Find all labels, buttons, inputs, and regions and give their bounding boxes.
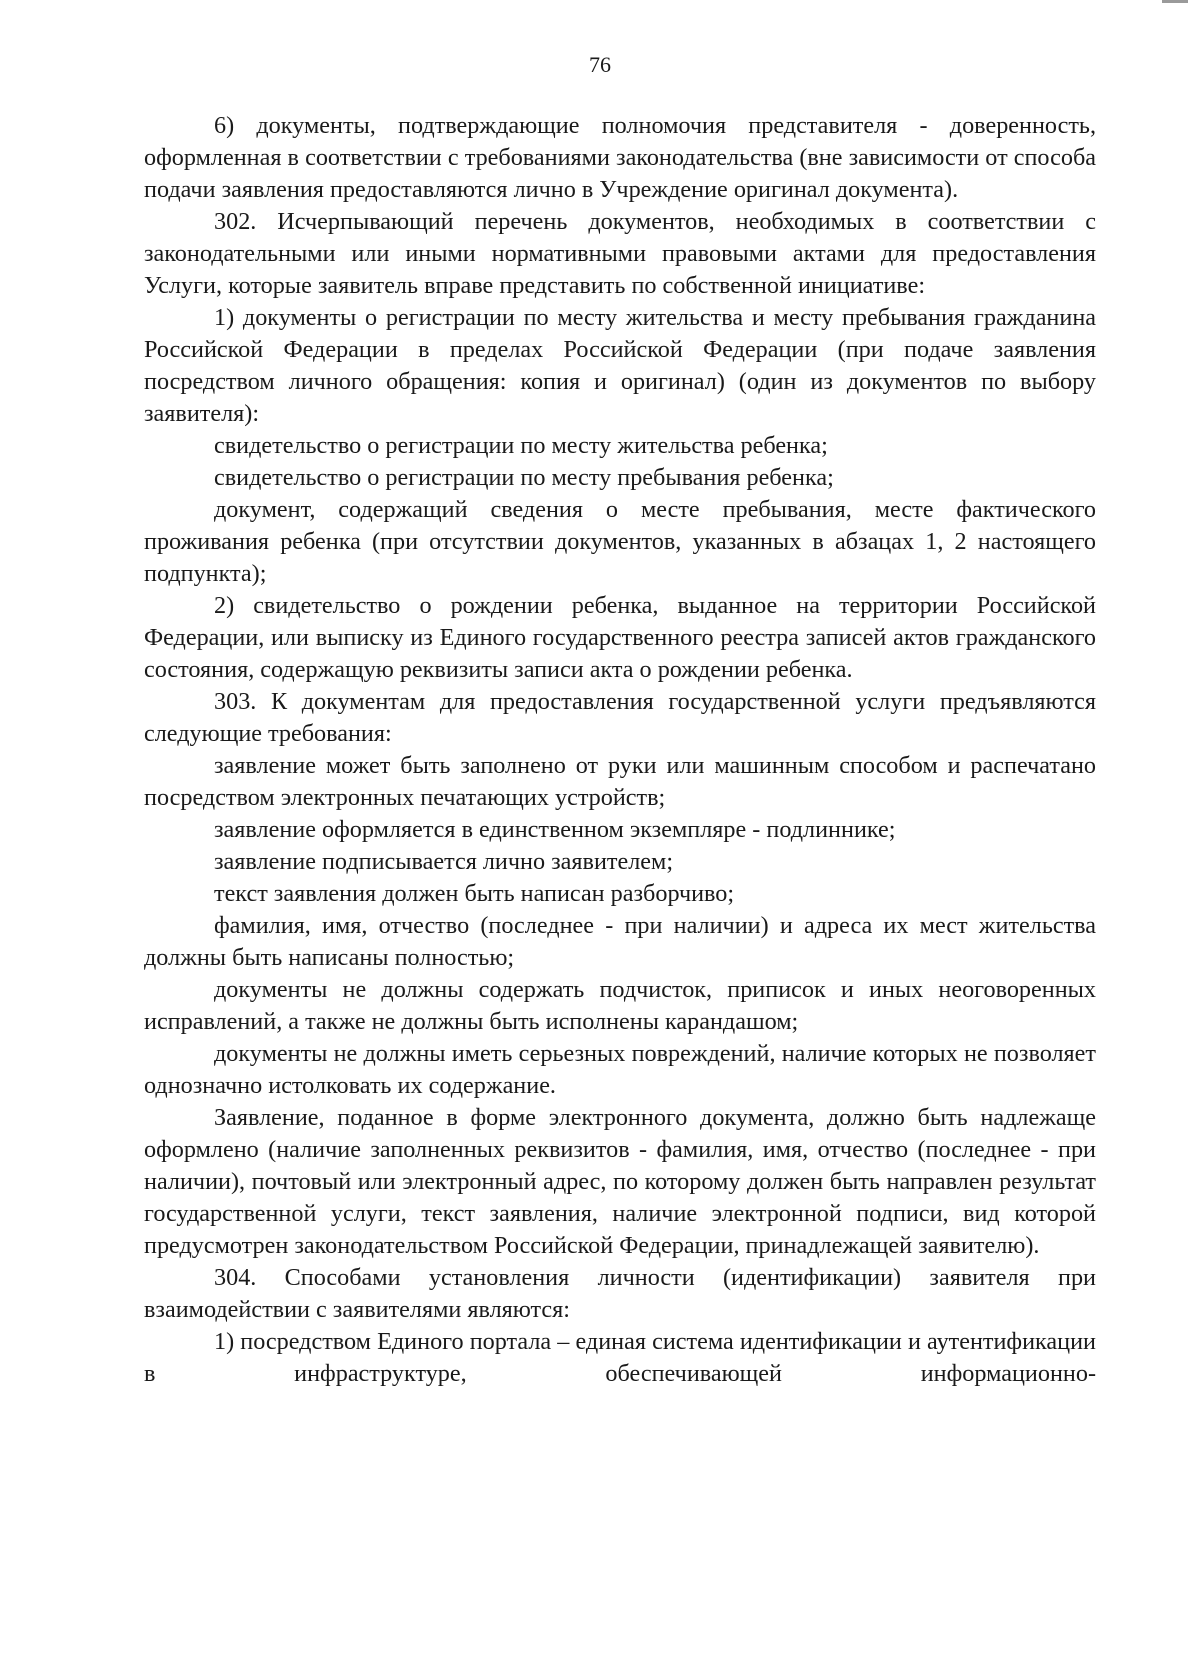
paragraph-6-power-of-attorney: 6) документы, подтверждающие полномочия представителя - доверенность, оформленная в соответствии с требованиями законодательства (вне зависимости от способа подачи заявления предоставляются лично в Учреждение оригинал документа). — [144, 112, 1096, 203]
paragraph-303-req-signed: заявление подписывается лично заявителем; — [214, 848, 674, 875]
scan-corner-mark — [1162, 0, 1188, 3]
paragraph-302-item-1: 1) документы о регистрации по месту жительства и месту пребывания гражданина Российской Федерации в пределах Российской Федерации (при подаче заявления посредством личного обращения: копия и оригинал) (один из документов по выбору заявителя): — [144, 304, 1096, 427]
paragraph-303-intro: 303. К документам для предоставления государственной услуги предъявляются следующие требования: — [144, 688, 1096, 747]
paragraph-303-req-no-erasures: документы не должны содержать подчисток, приписок и иных неоговоренных исправлений, а также не должны быть исполнены карандашом; — [144, 976, 1096, 1035]
paragraph-303-req-legible: текст заявления должен быть написан разборчиво; — [214, 880, 735, 907]
paragraph-electronic-application: Заявление, поданное в форме электронного документа, должно быть надлежаще оформлено (наличие заполненных реквизитов - фамилия, имя, отчество (последнее - при наличии), почтовый или электронный адрес, по которому должен быть направлен результат государственной услуги, текст заявления, наличие электронной подписи, вид которой предусмотрен законодательством Российской Федерации, принадлежащей заявителю). — [144, 1104, 1096, 1259]
paragraph-303-req-filled: заявление может быть заполнено от руки или машинным способом и распечатано посредством электронных печатающих устройств; — [144, 752, 1096, 811]
paragraph-302-intro: 302. Исчерпывающий перечень документов, необходимых в соответствии с законодательными или иными нормативными правовыми актами для предоставления Услуги, которые заявитель вправе представить по собственной инициативе: — [144, 208, 1096, 299]
paragraph-304-intro: 304. Способами установления личности (идентификации) заявителя при взаимодействии с заявителями являются: — [144, 1264, 1096, 1323]
paragraph-303-req-no-damage: документы не должны иметь серьезных повреждений, наличие которых не позволяет однозначно истолковать их содержание. — [144, 1040, 1096, 1099]
paragraph-303-req-single-copy: заявление оформляется в единственном экземпляре - подлиннике; — [214, 816, 896, 843]
page-number: 76 — [589, 52, 611, 77]
paragraph-303-req-full-names: фамилия, имя, отчество (последнее - при наличии) и адреса их мест жительства должны быть написаны полностью; — [144, 912, 1096, 971]
paragraph-stay-document: документ, содержащий сведения о месте пребывания, месте фактического проживания ребенка (при отсутствии документов, указанных в абзацах 1, 2 настоящего подпункта); — [144, 496, 1096, 587]
paragraph-304-item-1: 1) посредством Единого портала – единая система идентификации и аутентификации в инфраструктуре, обеспечивающей информационно- — [144, 1328, 1096, 1387]
paragraph-302-item-2: 2) свидетельство о рождении ребенка, выданное на территории Российской Федерации, или выписку из Единого государственного реестра записей актов гражданского состояния, содержащую реквизиты записи акта о рождении ребенка. — [144, 592, 1096, 683]
paragraph-residence-certificate: свидетельство о регистрации по месту жительства ребенка; — [214, 432, 828, 459]
paragraph-stay-certificate: свидетельство о регистрации по месту пребывания ребенка; — [214, 464, 834, 491]
document-body — [144, 110, 1096, 1390]
